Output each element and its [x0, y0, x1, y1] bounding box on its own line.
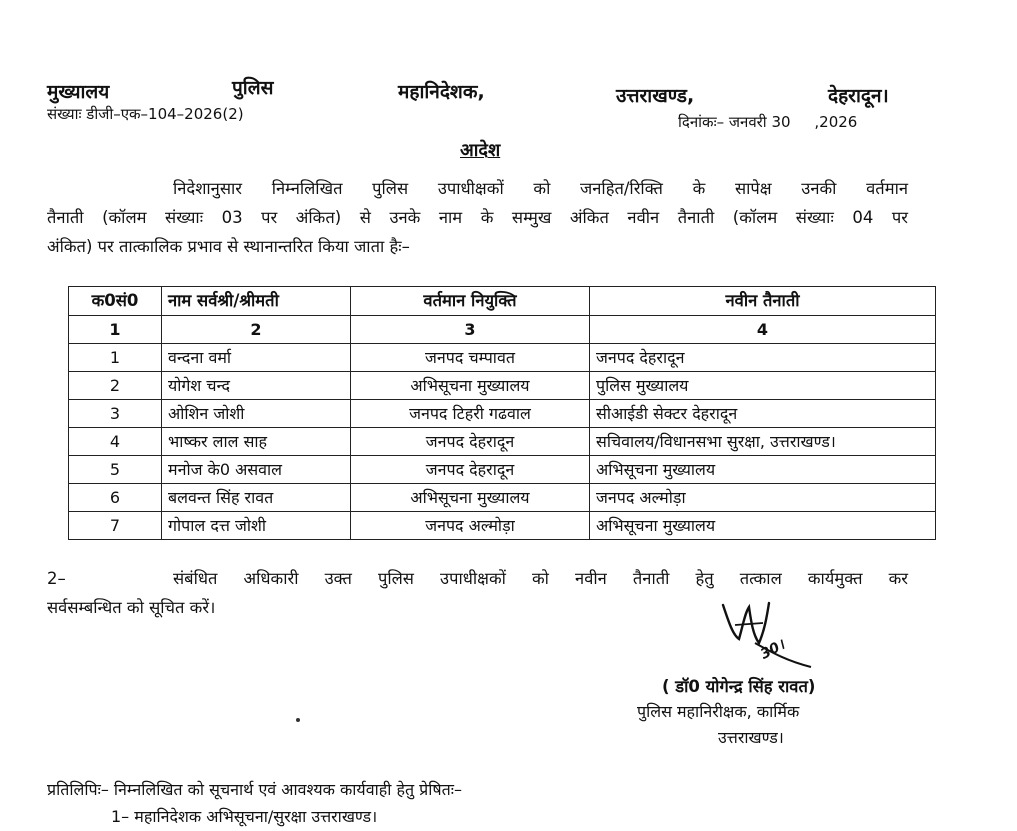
para2-number: 2– [47, 569, 66, 588]
intro-line-2: तैनाती (कॉलम संख्याः 03 पर अंकित) से उनके नाम के सम्मुख अंकित नवीन तैनाती (कॉलम संख्याः 04 पर [47, 208, 908, 227]
header-state: उत्तराखण्ड, [616, 85, 695, 107]
col-number: 3 [351, 316, 590, 344]
table-row [69, 484, 936, 512]
cell-sn: 7 [69, 512, 162, 540]
col-number: 4 [590, 316, 936, 344]
cell-current: जनपद अल्मोड़ा [351, 512, 590, 540]
table-row [69, 428, 936, 456]
posting-table [68, 286, 936, 540]
cell-name: भाष्कर लाल साह [162, 428, 351, 456]
column-number-row [69, 316, 936, 344]
table-header-row [69, 287, 936, 316]
signature-date-mark: 30। [757, 637, 788, 663]
cell-new: जनपद अल्मोड़ा [590, 484, 936, 512]
header-office: मुख्यालय [47, 81, 110, 103]
cell-name: गोपाल दत्त जोशी [162, 512, 351, 540]
cell-name: योगेश चन्द [162, 372, 351, 400]
col-number: 2 [162, 316, 351, 344]
cell-name: बलवन्त सिंह रावत [162, 484, 351, 512]
intro-line-1: निदेशानुसार निम्नलिखित पुलिस उपाधीक्षकों को जनहित/रिक्ति के सापेक्ष उनकी वर्तमान [173, 179, 908, 198]
copy-item-1: 1– महानिदेशक अभिसूचना/सुरक्षा उत्तराखण्ड। [111, 807, 378, 826]
cell-sn: 4 [69, 428, 162, 456]
cell-new: जनपद देहरादून [590, 344, 936, 372]
header-director: महानिदेशक, [398, 81, 485, 103]
table-row [69, 344, 936, 372]
cell-new: अभिसूचना मुख्यालय [590, 512, 936, 540]
cell-current: अभिसूचना मुख्यालय [351, 484, 590, 512]
cell-name: मनोज के0 असवाल [162, 456, 351, 484]
cell-new: अभिसूचना मुख्यालय [590, 456, 936, 484]
header-dept: पुलिस [232, 77, 274, 99]
cell-sn: 1 [69, 344, 162, 372]
cell-sn: 5 [69, 456, 162, 484]
table-row [69, 372, 936, 400]
table-row [69, 456, 936, 484]
stray-dot [296, 718, 300, 722]
reference-number: संख्याः डीजी–एक–104–2026(2) [47, 105, 244, 123]
signatory-designation: पुलिस महानिरीक्षक, कार्मिक [637, 702, 800, 721]
cell-sn: 3 [69, 400, 162, 428]
cell-current: जनपद देहरादून [351, 456, 590, 484]
handwritten-signature [715, 595, 825, 675]
cell-current: अभिसूचना मुख्यालय [351, 372, 590, 400]
cell-new: सीआईडी सेक्टर देहरादून [590, 400, 936, 428]
col-number: 1 [69, 316, 162, 344]
table-row [69, 512, 936, 540]
signatory-state: उत्तराखण्ड। [718, 728, 784, 747]
cell-current: जनपद चम्पावत [351, 344, 590, 372]
cell-new: सचिवालय/विधानसभा सुरक्षा, उत्तराखण्ड। [590, 428, 936, 456]
col-header-new: नवीन तैनाती [590, 287, 936, 316]
intro-line-3: अंकित) पर तात्कालिक प्रभाव से स्थानान्तरित किया जाता हैः– [47, 237, 410, 256]
para2-line-2: सर्वसम्बन्धित को सूचित करें। [47, 598, 216, 617]
col-header-current: वर्तमान नियुक्ति [351, 287, 590, 316]
cell-sn: 2 [69, 372, 162, 400]
order-date: दिनांकः– जनवरी 30 ,2026 [678, 113, 858, 131]
signatory-name: ( डॉ0 योगेन्द्र सिंह रावत) [662, 677, 816, 696]
para2-line-1: संबंधित अधिकारी उक्त पुलिस उपाधीक्षकों को नवीन तैनाती हेतु तत्काल कार्यमुक्त कर [173, 569, 908, 588]
copy-heading: प्रतिलिपिः– निम्नलिखित को सूचनार्थ एवं आवश्यक कार्यवाही हेतु प्रेषितः– [47, 780, 463, 799]
col-header-sn: क0सं0 [69, 287, 162, 316]
table-row [69, 400, 936, 428]
order-title: आदेश [460, 140, 501, 161]
cell-current: जनपद देहरादून [351, 428, 590, 456]
cell-name: वन्दना वर्मा [162, 344, 351, 372]
cell-name: ओशिन जोशी [162, 400, 351, 428]
cell-sn: 6 [69, 484, 162, 512]
cell-current: जनपद टिहरी गढवाल [351, 400, 590, 428]
col-header-name: नाम सर्वश्री/श्रीमती [162, 287, 351, 316]
header-city: देहरादून। [828, 85, 889, 107]
cell-new: पुलिस मुख्यालय [590, 372, 936, 400]
